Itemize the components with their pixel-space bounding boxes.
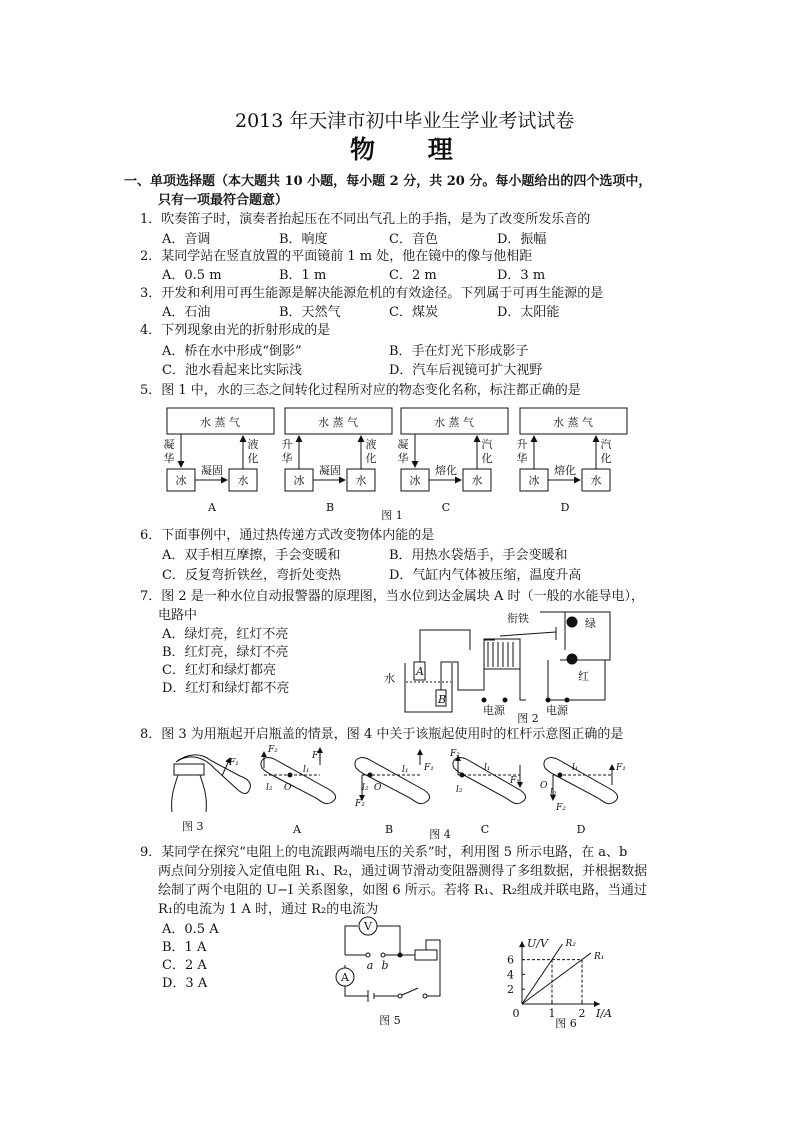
- subject-title: 物 理: [350, 135, 475, 164]
- svg-text:化: 化: [365, 452, 377, 465]
- q6-option-a: A．双手相互摩擦，手会变暖和: [162, 548, 341, 563]
- svg-text:凝: 凝: [397, 438, 409, 451]
- svg-text:冰: 冰: [409, 474, 421, 487]
- series-line-1: [522, 944, 563, 1004]
- svg-text:升: 升: [281, 438, 293, 451]
- q2-option-c: C．2 m: [389, 268, 437, 283]
- svg-text:O: O: [374, 783, 382, 793]
- svg-text:华: 华: [397, 452, 409, 465]
- svg-text:F₁: F₁: [229, 758, 239, 768]
- q6-option-d: D．气缸内气体被压缩，温度升高: [389, 568, 582, 583]
- svg-text:F₂: F₂: [556, 803, 566, 813]
- figure-3-caption: 图 3: [182, 820, 204, 833]
- svg-text:l₁: l₁: [303, 765, 310, 775]
- svg-text:水 蒸 气: 水 蒸 气: [553, 416, 593, 429]
- svg-text:凝固: 凝固: [319, 464, 341, 477]
- green-lamp-label: 绿: [585, 617, 596, 630]
- y-tick-label: 2: [507, 983, 514, 997]
- q4-option-d: D．汽车后视镜可扩大视野: [389, 363, 543, 378]
- svg-text:水 蒸 气: 水 蒸 气: [434, 416, 474, 429]
- svg-text:l₁: l₁: [572, 763, 579, 773]
- ammeter-label: A: [341, 971, 349, 984]
- section-heading-line2: 只有一项最符合题意）: [158, 193, 289, 208]
- svg-text:B: B: [384, 823, 394, 836]
- series-label: R₁: [594, 951, 605, 962]
- svg-text:D: D: [576, 823, 586, 836]
- x-axis-label: I/A: [596, 1007, 612, 1020]
- x-tick-label: 1: [548, 1007, 556, 1020]
- q8-stem: 8．图 3 为用瓶起开启瓶盖的情景，图 4 中关于该瓶起使用时的杠杆示意图正确的是: [140, 727, 624, 742]
- svg-text:化: 化: [247, 452, 259, 465]
- svg-text:C: C: [480, 823, 490, 836]
- exam-title: 2013 年天津市初中毕业生学业考试试卷: [235, 110, 575, 132]
- svg-text:化: 化: [481, 452, 493, 465]
- block-a-label: A: [416, 665, 424, 678]
- q7-stem-line2: 电路中: [158, 608, 198, 623]
- y-axis-label: U/V: [527, 937, 548, 951]
- power-label-1: 电源: [483, 704, 505, 717]
- q3-option-c: C．煤炭: [389, 305, 438, 320]
- x-tick-label: 2: [578, 1007, 586, 1020]
- svg-text:l₂: l₂: [456, 785, 463, 795]
- q9-option-a: A．0.5 A: [162, 922, 219, 937]
- q9-line2: 两点间分别接入定值电阻 R₁、R₂，通过调节滑动变阻器测得了多组数据，并根据数据: [158, 864, 648, 879]
- q1-option-a: A．音调: [162, 232, 211, 247]
- q6-stem: 6．下面事例中，通过热传递方式改变物体内能的是: [140, 528, 435, 543]
- svg-text:l₁: l₁: [484, 763, 491, 773]
- point-a-label: a: [366, 959, 374, 972]
- figure-4-caption: 图 4: [429, 828, 451, 841]
- svg-text:升: 升: [516, 438, 528, 451]
- q2-option-d: D．3 m: [497, 268, 546, 283]
- y-tick-label: 6: [507, 953, 514, 967]
- svg-text:F₂: F₂: [355, 799, 365, 809]
- figure-6-caption: 图 6: [555, 1017, 577, 1030]
- q3-option-a: A．石油: [162, 305, 211, 320]
- svg-text:华: 华: [163, 452, 175, 465]
- q9-line4: R₁的电流为 1 A 时，通过 R₂的电流为: [158, 902, 379, 917]
- q1-option-b: B．响度: [279, 232, 328, 247]
- q1-option-d: D．振幅: [497, 232, 547, 247]
- svg-text:水: 水: [355, 474, 367, 487]
- q9-option-c: C．2 A: [162, 958, 207, 973]
- q1-stem: 1．吹奏笛子时，演奏者抬起压在不同出气孔上的手指，是为了改变所发乐音的: [140, 212, 591, 227]
- svg-text:F₂: F₂: [268, 745, 278, 755]
- svg-text:F₁: F₁: [312, 751, 322, 761]
- svg-text:l₂: l₂: [362, 783, 369, 793]
- svg-text:水 蒸 气: 水 蒸 气: [318, 416, 358, 429]
- q4-option-b: B．手在灯光下形成影子: [389, 344, 529, 359]
- svg-text:l₂: l₂: [550, 788, 557, 798]
- svg-text:D: D: [560, 501, 570, 514]
- svg-text:熔化: 熔化: [554, 464, 576, 477]
- q6-option-c: C．反复弯折铁丝，弯折处变热: [162, 568, 341, 583]
- svg-text:O: O: [540, 781, 548, 791]
- svg-text:熔化: 熔化: [435, 464, 457, 477]
- svg-text:液: 液: [247, 438, 259, 451]
- water-label: 水: [384, 672, 395, 685]
- q3-option-d: D．太阳能: [497, 305, 560, 320]
- q9-line3: 绘制了两个电阻的 U−I 关系图象，如图 6 所示。若将 R₁、R₂组成并联电路，当通过: [158, 883, 647, 898]
- figure-2-caption: 图 2: [517, 712, 539, 725]
- diagram-letter: A: [208, 501, 216, 514]
- svg-text:水: 水: [471, 474, 483, 487]
- q7-option-d: D．红灯和绿灯都不亮: [162, 681, 290, 696]
- figure-1-caption: 图 1: [381, 509, 403, 522]
- svg-text:华: 华: [281, 452, 293, 465]
- block-b-label: B: [438, 693, 447, 706]
- svg-text:O: O: [284, 783, 292, 793]
- q2-option-b: B．1 m: [279, 268, 327, 283]
- q5-stem: 5．图 1 中，水的三态之间转化过程所对应的物态变化名称，标注都正确的是: [140, 383, 581, 398]
- svg-text:华: 华: [516, 452, 528, 465]
- svg-text:F₁: F₁: [510, 776, 520, 786]
- q7-option-c: C．红灯和绿灯都亮: [162, 663, 276, 678]
- q1-option-c: C．音色: [389, 232, 438, 247]
- svg-text:化: 化: [600, 452, 612, 465]
- svg-text:F₁: F₁: [616, 763, 626, 773]
- q4-option-a: A．桥在水中形成“倒影”: [162, 344, 302, 359]
- power-label-2: 电源: [546, 704, 568, 717]
- svg-text:F₁: F₁: [424, 763, 434, 773]
- series-label: R₂: [565, 939, 576, 950]
- q9-option-b: B．1 A: [162, 940, 207, 955]
- ice-label: 冰: [175, 474, 187, 487]
- q4-stem: 4．下列现象由光的折射形成的是: [140, 323, 331, 338]
- svg-text:凝固: 凝固: [201, 464, 223, 477]
- svg-text:冰: 冰: [293, 474, 305, 487]
- q3-option-b: B．天然气: [279, 305, 341, 320]
- q9-option-d: D．3 A: [162, 976, 208, 991]
- point-b-label: b: [381, 959, 389, 972]
- svg-text:l₁: l₁: [402, 765, 409, 775]
- q4-option-c: C．池水看起来比实际浅: [162, 363, 302, 378]
- svg-text:F₂: F₂: [450, 749, 460, 759]
- q7-option-b: B．红灯亮，绿灯不亮: [162, 645, 289, 660]
- svg-text:l₂: l₂: [266, 783, 273, 793]
- voltmeter-label: V: [364, 920, 372, 933]
- svg-text:A: A: [293, 823, 301, 836]
- svg-text:冰: 冰: [528, 474, 540, 487]
- svg-text:汽: 汽: [481, 438, 493, 451]
- q7-stem-line1: 7．图 2 是一种水位自动报警器的原理图，当水位到达金属块 A 时（一般的水能导电），: [140, 589, 644, 604]
- y-tick-label: 4: [507, 968, 514, 982]
- svg-text:水: 水: [590, 474, 602, 487]
- q9-line1: 9．某同学在探究“电阻上的电流跟两端电压的关系”时，利用图 5 所示电路，在 a、b: [140, 845, 628, 860]
- svg-text:汽: 汽: [600, 438, 612, 451]
- red-lamp-label: 红: [578, 670, 589, 683]
- vapor-label: 水 蒸 气: [200, 416, 240, 429]
- q2-stem: 2．某同学站在竖直放置的平面镜前 1 m 处，他在镜中的像与他相距: [140, 249, 533, 264]
- y-axis-arrow: [519, 941, 525, 947]
- armature-label: 衔铁: [507, 612, 529, 625]
- section-heading-line1: 一、单项选择题（本大题共 10 小题，每小题 2 分，共 20 分。每小题给出的四个选项中，: [124, 174, 652, 189]
- svg-text:液: 液: [365, 438, 377, 451]
- q3-stem: 3．开发和利用可再生能源是解决能源危机的有效途径。下列属于可再生能源的是: [140, 286, 604, 301]
- x-tick-label: 0: [512, 1007, 520, 1020]
- water-label: 水: [237, 474, 249, 487]
- svg-text:C: C: [441, 501, 451, 514]
- series-line-2: [522, 953, 591, 1004]
- q6-option-b: B．用热水袋焐手，手会变暖和: [389, 548, 568, 563]
- svg-text:B: B: [325, 501, 335, 514]
- q2-option-a: A．0.5 m: [162, 268, 222, 283]
- svg-text:凝: 凝: [163, 438, 175, 451]
- figure-5-caption: 图 5: [379, 1014, 401, 1027]
- q7-option-a: A．绿灯亮，红灯不亮: [162, 627, 289, 642]
